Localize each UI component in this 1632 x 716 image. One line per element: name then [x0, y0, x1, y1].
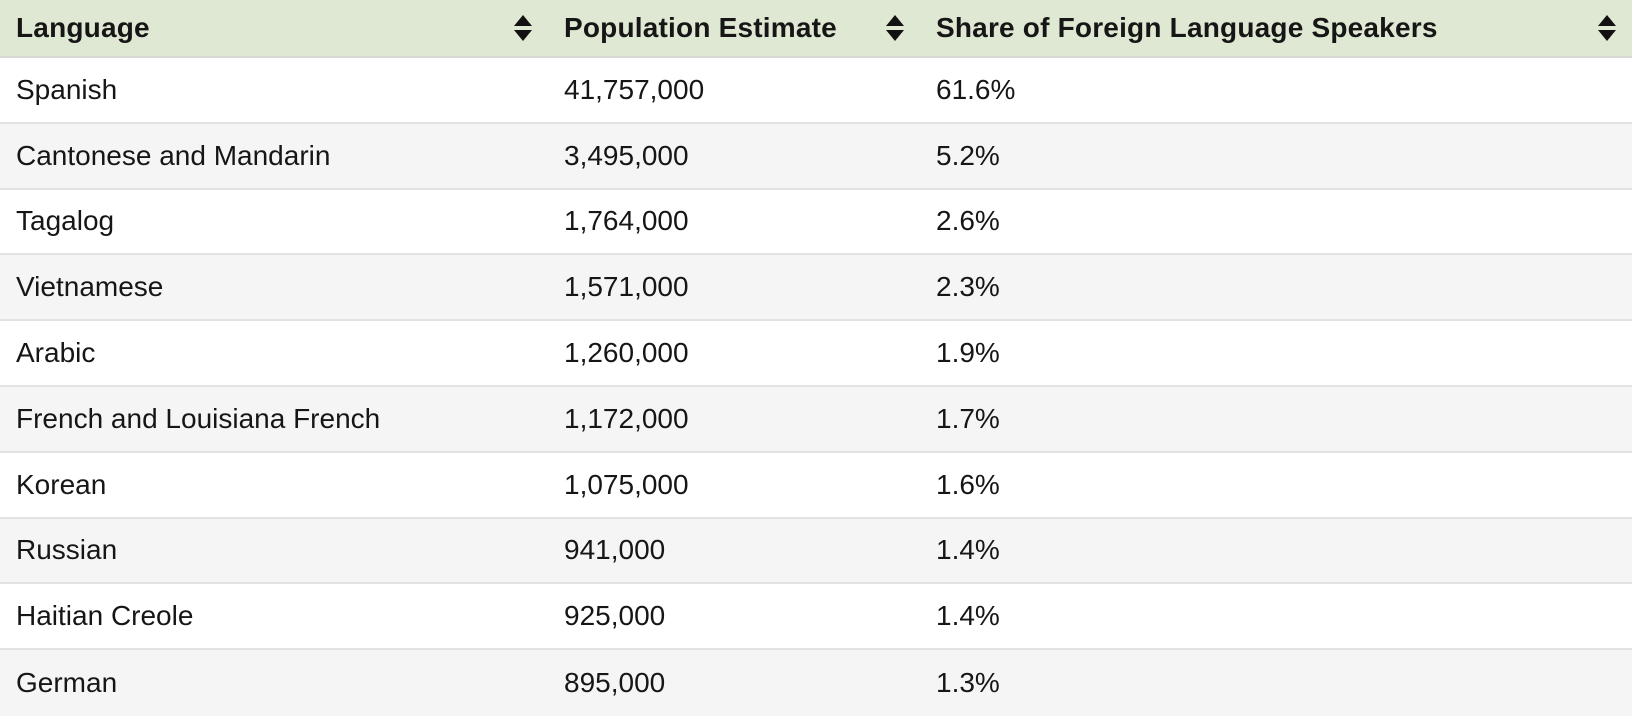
column-header-population[interactable] [548, 0, 920, 56]
table-row [0, 190, 1632, 256]
table-row [0, 453, 1632, 519]
share-cell: 5.2% [936, 139, 1000, 171]
table-row [0, 584, 1632, 650]
sort-down-arrow-icon [514, 30, 532, 41]
table-row [0, 519, 1632, 585]
share-cell: 61.6% [936, 73, 1016, 105]
share-cell: 1.6% [936, 468, 1000, 500]
table-row [0, 255, 1632, 321]
population-cell: 41,757,000 [564, 73, 705, 105]
population-cell: 1,764,000 [564, 205, 689, 237]
sort-icon[interactable] [886, 15, 904, 41]
population-cell: 1,172,000 [564, 402, 689, 434]
language-cell: Vietnamese [16, 271, 164, 303]
language-cell: Spanish [16, 73, 118, 105]
language-cell: Tagalog [16, 205, 115, 237]
language-cell: Arabic [16, 337, 96, 369]
population-cell: 941,000 [564, 534, 666, 566]
column-header-language[interactable] [0, 0, 548, 56]
sort-icon[interactable] [514, 15, 532, 41]
table-body [0, 58, 1632, 716]
share-cell: 1.4% [936, 534, 1000, 566]
language-cell: Korean [16, 468, 107, 500]
sort-up-arrow-icon [1598, 15, 1616, 26]
share-cell: 1.4% [936, 600, 1000, 632]
language-cell: Russian [16, 534, 118, 566]
sort-up-arrow-icon [514, 15, 532, 26]
language-cell: French and Louisiana French [16, 402, 381, 434]
population-cell: 1,571,000 [564, 271, 689, 303]
share-cell: 2.6% [936, 205, 1000, 237]
column-header-population-label: Population Estimate [564, 12, 837, 43]
share-cell: 2.3% [936, 271, 1000, 303]
column-header-language-label: Language [16, 12, 150, 43]
language-cell: Haitian Creole [16, 600, 194, 632]
language-cell: Cantonese and Mandarin [16, 139, 331, 171]
sort-down-arrow-icon [1598, 30, 1616, 41]
population-cell: 925,000 [564, 600, 666, 632]
share-cell: 1.7% [936, 402, 1000, 434]
share-cell: 1.3% [936, 667, 1000, 699]
sort-icon[interactable] [1598, 15, 1616, 41]
population-cell: 1,075,000 [564, 468, 689, 500]
sort-up-arrow-icon [886, 15, 904, 26]
population-cell: 1,260,000 [564, 337, 689, 369]
table-row [0, 387, 1632, 453]
language-cell: German [16, 667, 118, 699]
table-header-row [0, 0, 1632, 58]
population-cell: 895,000 [564, 667, 666, 699]
table-row [0, 58, 1632, 124]
table-row [0, 124, 1632, 190]
sort-down-arrow-icon [886, 30, 904, 41]
table-row [0, 321, 1632, 387]
table-row [0, 650, 1632, 716]
column-header-share[interactable] [920, 0, 1632, 56]
population-cell: 3,495,000 [564, 139, 689, 171]
share-cell: 1.9% [936, 337, 1000, 369]
column-header-share-label: Share of Foreign Language Speakers [936, 12, 1438, 43]
